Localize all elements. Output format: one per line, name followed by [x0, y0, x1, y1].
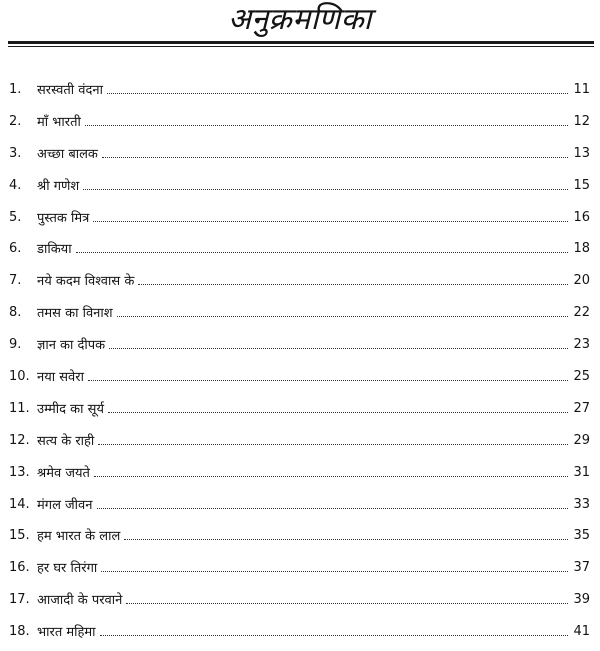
entry-number: 11. [9, 400, 30, 416]
entry-title: भारत महिमा [37, 625, 96, 641]
entry-page-number: 18 [573, 241, 590, 257]
entry-line [37, 81, 572, 100]
entry-page-number: 41 [573, 624, 590, 640]
entry-title: नया सवेरा [37, 370, 84, 386]
toc-entry [0, 141, 600, 173]
entry-page-number: 39 [573, 592, 590, 608]
entry-page-number: 22 [573, 305, 590, 321]
entry-title: सरस्वती वंदना [37, 83, 104, 98]
entry-number: 13. [9, 464, 30, 480]
entry-line [37, 432, 572, 451]
entry-number: 18. [9, 624, 30, 640]
entry-title: उम्मीद का सूर्य [37, 401, 104, 417]
toc-list [0, 77, 600, 651]
toc-entry [0, 109, 600, 141]
dot-leader [100, 623, 568, 636]
toc-entry [0, 205, 600, 237]
entry-number: 14. [9, 496, 30, 512]
entry-title: माँ भारती [37, 114, 81, 130]
entry-title: डाकिया [37, 242, 72, 258]
entry-line [37, 527, 572, 546]
entry-title: हर घर तिरंगा [37, 561, 98, 577]
toc-entry [0, 332, 600, 364]
entry-line [37, 464, 572, 483]
dot-leader [88, 368, 568, 381]
entry-line [37, 145, 572, 164]
entry-page-number: 31 [573, 464, 590, 480]
entry-line [37, 591, 572, 610]
page-title: अनुक्रमणिका [228, 2, 372, 37]
entry-number: 2. [9, 113, 22, 129]
entry-line [37, 304, 572, 323]
entry-page-number: 15 [573, 177, 590, 193]
entry-number: 8. [9, 305, 22, 321]
entry-number: 5. [9, 209, 22, 225]
entry-number: 12. [9, 432, 30, 448]
toc-entry [0, 492, 600, 524]
entry-line [37, 272, 572, 291]
entry-number: 15. [9, 528, 30, 544]
entry-title: मंगल जीवन [37, 497, 93, 513]
toc-entry [0, 236, 600, 268]
entry-number: 3. [9, 145, 22, 161]
title-rule-thick [8, 41, 594, 44]
dot-leader [102, 145, 568, 158]
entry-title: सत्य के राही [37, 433, 95, 449]
dot-leader [93, 209, 568, 222]
entry-line [37, 113, 572, 132]
dot-leader [97, 496, 569, 509]
toc-entry [0, 428, 600, 460]
entry-title: श्री गणेश [37, 178, 80, 194]
entry-page-number: 16 [573, 209, 590, 225]
entry-page-number: 13 [573, 145, 590, 161]
entry-number: 6. [9, 241, 22, 257]
entry-title: अच्छा बालक [37, 146, 98, 162]
entry-page-number: 33 [573, 496, 590, 512]
entry-line [37, 177, 572, 196]
toc-entry [0, 77, 600, 109]
dot-leader [107, 81, 568, 94]
toc-entry [0, 300, 600, 332]
toc-entry [0, 268, 600, 300]
entry-number: 9. [9, 337, 22, 353]
entry-line [37, 240, 572, 259]
toc-entry [0, 364, 600, 396]
entry-page-number: 23 [573, 337, 590, 353]
entry-line [37, 336, 572, 355]
entry-page-number: 29 [573, 432, 590, 448]
entry-number: 1. [9, 82, 22, 97]
entry-page-number: 27 [573, 400, 590, 416]
dot-leader [124, 527, 568, 540]
entry-line [37, 496, 572, 515]
entry-line [37, 623, 572, 642]
dot-leader [85, 113, 568, 126]
entry-title: हम भारत के लाल [37, 529, 121, 545]
entry-title: तमस का विनाश [37, 306, 113, 322]
dot-leader [109, 336, 568, 349]
toc-entry [0, 173, 600, 205]
entry-line [37, 400, 572, 419]
entry-title: आजादी के परवाने [37, 593, 123, 609]
entry-line [37, 209, 572, 228]
entry-title: श्रमेव जयते [37, 465, 90, 481]
entry-title: ज्ञान का दीपक [37, 338, 106, 354]
entry-page-number: 20 [573, 273, 590, 289]
entry-title: पुस्तक मित्र [37, 210, 90, 226]
entry-number: 4. [9, 177, 22, 193]
entry-line [37, 559, 572, 578]
title-rule-thin [8, 46, 594, 47]
toc-entry [0, 460, 600, 492]
entry-page-number: 35 [573, 528, 590, 544]
dot-leader [138, 272, 568, 285]
toc-entry [0, 619, 600, 651]
dot-leader [126, 591, 568, 604]
toc-entry [0, 555, 600, 587]
dot-leader [76, 240, 568, 253]
dot-leader [117, 304, 568, 317]
entry-page-number: 25 [573, 369, 590, 385]
entry-number: 17. [9, 592, 30, 608]
dot-leader [94, 464, 568, 477]
entry-page-number: 12 [573, 113, 590, 129]
toc-entry [0, 587, 600, 619]
entry-title: नये कदम विश्वास के [37, 274, 135, 290]
dot-leader [108, 400, 568, 413]
entry-number: 10. [9, 369, 30, 385]
toc-entry [0, 523, 600, 555]
entry-number: 16. [9, 560, 30, 576]
entry-page-number: 11 [573, 82, 590, 97]
entry-line [37, 368, 572, 387]
entry-number: 7. [9, 273, 22, 289]
dot-leader [83, 177, 568, 190]
entry-page-number: 37 [573, 560, 590, 576]
dot-leader [101, 559, 568, 572]
toc-entry [0, 396, 600, 428]
dot-leader [98, 432, 568, 445]
